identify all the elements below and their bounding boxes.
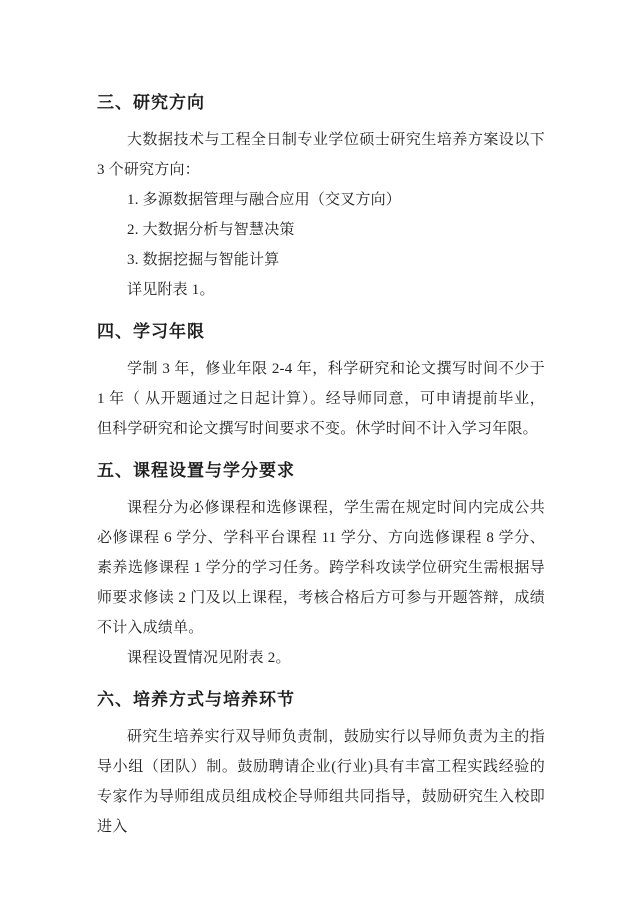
- section-training-method: [97, 685, 545, 842]
- list-item-direction-3: 3. 数据挖掘与智能计算: [127, 252, 280, 268]
- section-course-credits: [97, 456, 545, 673]
- section-heading-course-credits: 五、课程设置与学分要求: [97, 461, 295, 480]
- section-study-duration: [97, 317, 545, 444]
- paragraph-course-credits: 课程分为必修课程和选修课程，学生需在规定时间内完成公共必修课程 6 学分、学科平台课程 11 学分、方向选修课程 8 学分、素养选修课程 1 学分的学习任务。跨学科攻读学位研究生需根据导师要求修读 2 门及以上课程，考核合格后方可参与开题答辩，成绩不计入成绩单。: [97, 500, 545, 636]
- paragraph-research-intro: 大数据技术与工程全日制专业学位硕士研究生培养方案设以下 3 个研究方向：: [97, 132, 545, 178]
- paragraph-training-method: 研究生培养实行双导师负责制，鼓励实行以导师负责为主的指导小组（团队）制。鼓励聘请企业(行业)具有丰富工程实践经验的专家作为导师组成员组成校企导师组共同指导，鼓励研究生入校即进入: [97, 729, 545, 835]
- list-item-direction-2: 2. 大数据分析与智慧决策: [127, 222, 295, 238]
- note-see-appendix-1: 详见附表 1。: [127, 282, 215, 298]
- section-heading-study-duration: 四、学习年限: [97, 322, 205, 341]
- list-item-direction-1: 1. 多源数据管理与融合应用（交叉方向）: [127, 192, 402, 208]
- section-heading-research-directions: 三、研究方向: [97, 93, 205, 112]
- note-see-appendix-2: 课程设置情况见附表 2。: [127, 650, 291, 666]
- paragraph-study-duration: 学制 3 年，修业年限 2-4 年，科学研究和论文撰写时间不少于 1 年（ 从开题通过之日起计算）。经导师同意，可申请提前毕业，但科学研究和论文撰写时间要求不变。休学时间不计入学习年限。: [97, 361, 545, 437]
- section-heading-training-method: 六、培养方式与培养环节: [97, 690, 295, 709]
- section-research-directions: [97, 88, 545, 305]
